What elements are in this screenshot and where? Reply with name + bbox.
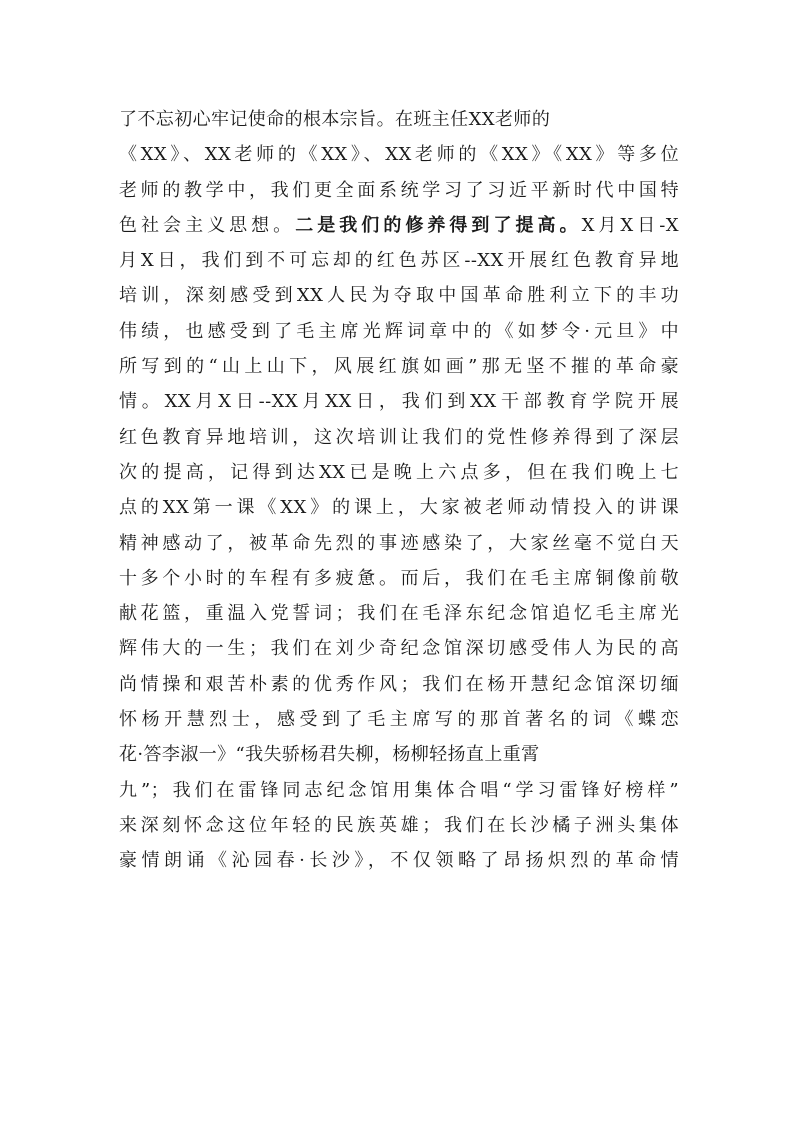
text-line: 花·答李淑一》“我失骄杨君失柳，杨柳轻扬直上重霄 [119, 744, 540, 766]
text-line: 次的提高，记得到达XX已是晚上六点多，但在我们晚上七 [119, 461, 679, 483]
text-line: 老师的教学中，我们更全面系统学习了习近平新时代中国特 [119, 179, 679, 201]
text-line: 尚情操和艰苦朴素的优秀作风；我们在杨开慧纪念馆深切缅 [119, 673, 679, 695]
text-line: 点的XX第一课《XX》的课上，大家被老师动情投入的讲课 [119, 497, 679, 519]
text-line [119, 208, 679, 243]
text-line: 怀杨开慧烈士，感受到了毛主席写的那首著名的词《蝶恋 [119, 709, 679, 731]
text-line: 月X日，我们到不可忘却的红色苏区--XX开展红色教育异地 [119, 250, 679, 272]
text-line: 红色教育异地培训，这次培训让我们的党性修养得到了深层 [119, 426, 679, 448]
text-line: 献花篮，重温入党誓词；我们在毛泽东纪念馆追忆毛主席光 [119, 603, 679, 625]
text-line: 情。XX月X日--XX月XX日，我们到XX干部教育学院开展 [119, 391, 679, 413]
text-line: 了不忘初心牢记使命的根本宗旨。在班主任XX老师的 [119, 109, 551, 130]
text-line: 精神感动了，被革命先烈的事迹感染了，大家丝毫不觉白天 [119, 532, 679, 554]
bold-heading-run: 二是我们的修养得到了提高。 [295, 214, 582, 236]
text-line: 所写到的“山上山下，风展红旗如画”那无坚不摧的革命豪 [119, 356, 679, 378]
text-line: 辉伟大的一生；我们在刘少奇纪念馆深切感受伟人为民的高 [119, 638, 679, 660]
text-line: 十多个小时的车程有多疲惫。而后，我们在毛主席铜像前敬 [119, 567, 679, 589]
text-line: 《XX》、XX老师的《XX》、XX老师的《XX》《XX》等多位 [119, 144, 679, 166]
text-line: 伟绩，也感受到了毛主席光辉词章中的《如梦令·元旦》中 [119, 320, 679, 342]
text-line: 豪情朗诵《沁园春·长沙》，不仅领略了昂扬炽烈的革命情 [119, 850, 679, 872]
text-line: 九”；我们在雷锋同志纪念馆用集体合唱“学习雷锋好榜样” [119, 779, 679, 801]
text-line: 来深刻怀念这位年轻的民族英雄；我们在长沙橘子洲头集体 [119, 814, 679, 836]
body-text [119, 102, 679, 879]
text-line: 培训，深刻感受到XX人民为夺取中国革命胜利立下的丰功 [119, 285, 679, 307]
text-run: X月X日-X [581, 214, 679, 236]
text-run: 色社会主义思想。 [119, 214, 296, 236]
